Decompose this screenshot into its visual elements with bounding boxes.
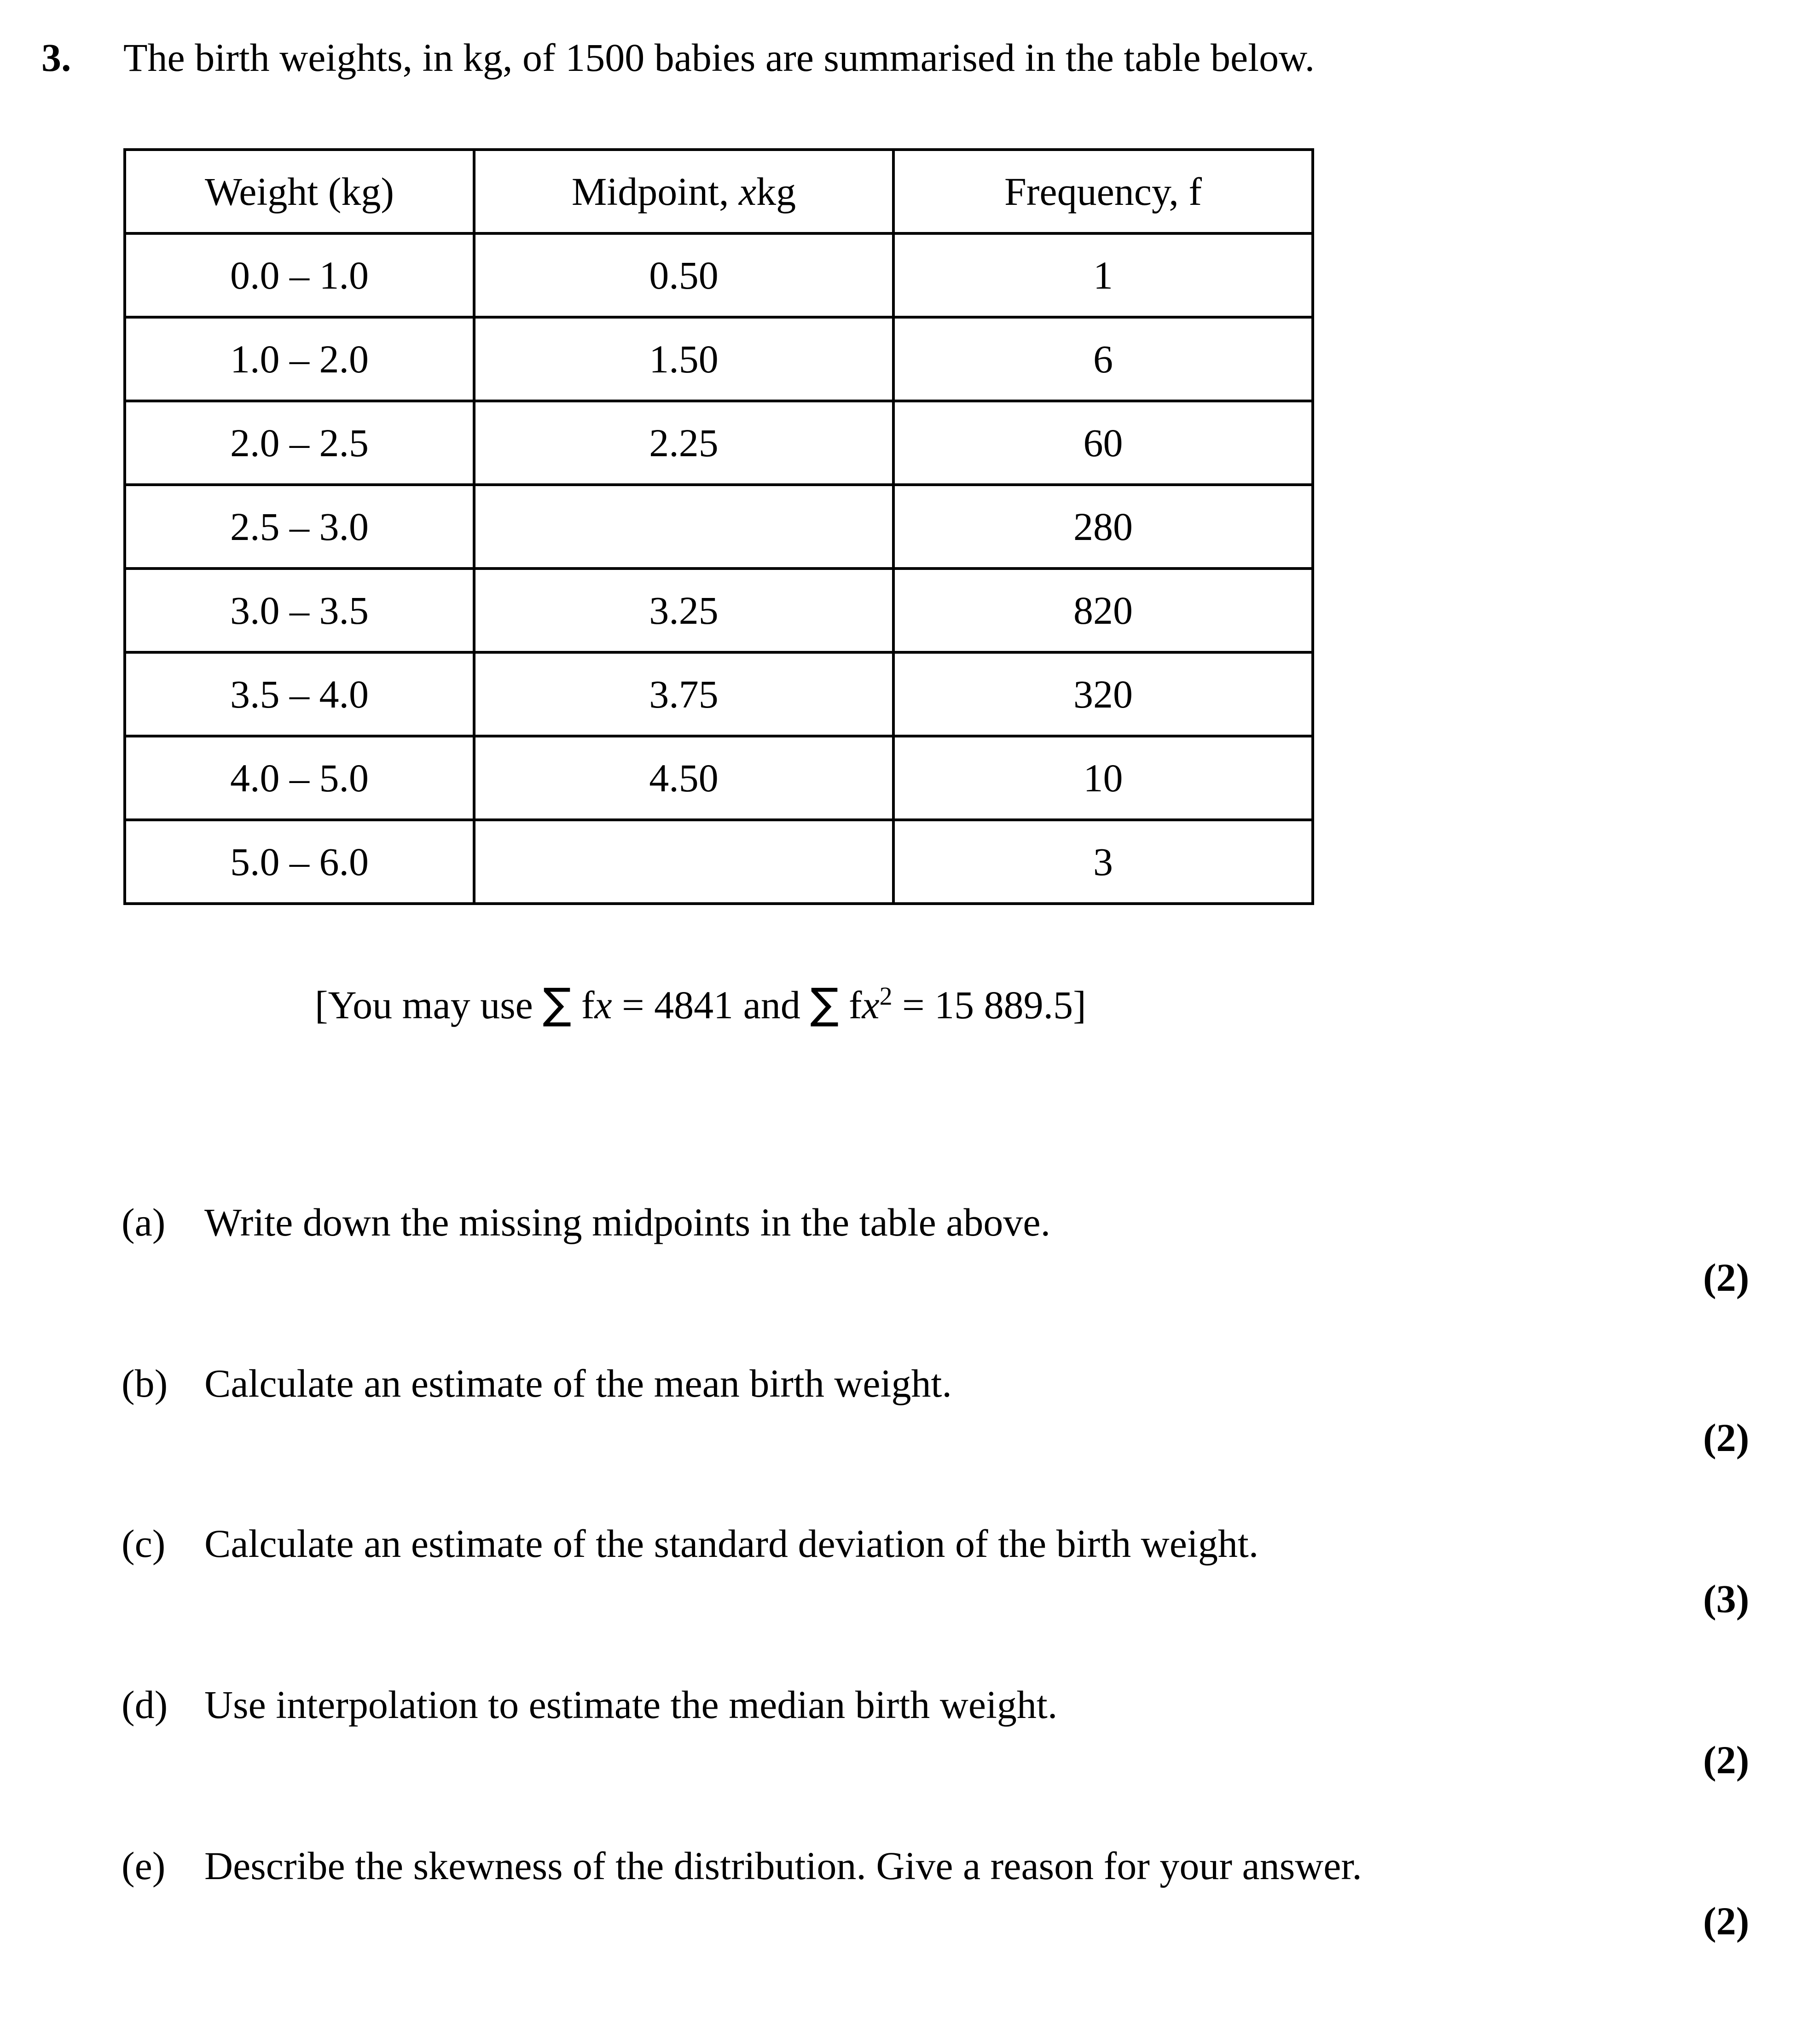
cell-frequency: 1 [893,233,1313,317]
cell-frequency: 10 [893,736,1313,820]
hint-fx2-f: f [839,983,862,1027]
header-midpoint-post: kg [756,169,796,214]
summation-hint [315,979,1086,1028]
part-d [122,1683,1058,1727]
hint-open: [You may use [315,983,543,1027]
hint-fx2-x: x [862,983,880,1027]
part-text: Calculate an estimate of the mean birth weight. [204,1361,952,1405]
part-d-marks: (2) [1703,1738,1750,1782]
cell-frequency: 6 [893,317,1313,401]
part-label: (b) [122,1361,168,1405]
cell-weight: 2.0 – 2.5 [125,401,474,485]
table-row [125,736,1313,820]
cell-weight: 0.0 – 1.0 [125,233,474,317]
part-e-marks: (2) [1703,1899,1750,1943]
cell-midpoint: 3.25 [474,569,893,652]
cell-midpoint: 1.50 [474,317,893,401]
part-a [122,1202,1050,1242]
frequency-table [123,148,1314,905]
table-row [125,401,1313,485]
cell-midpoint: 3.75 [474,652,893,736]
hint-fx-f: f [571,983,595,1027]
part-e [122,1846,1362,1886]
cell-weight: 3.5 – 4.0 [125,652,474,736]
cell-midpoint: 0.50 [474,233,893,317]
cell-midpoint-blank [474,820,893,904]
table-row [125,569,1313,652]
part-text: Calculate an estimate of the standard deviation of the birth weight. [204,1521,1259,1566]
cell-weight: 2.5 – 3.0 [125,485,474,569]
sigma-icon: ∑ [543,979,572,1028]
cell-midpoint: 4.50 [474,736,893,820]
hint-eq2: = 15 889.5] [892,983,1086,1027]
question-intro: The birth weights, in kg, of 1500 babies are summarised in the table below. [123,35,1315,80]
hint-fx2-sup: 2 [879,982,893,1011]
header-frequency: Frequency, f [893,150,1313,233]
cell-weight: 3.0 – 3.5 [125,569,474,652]
part-c [122,1521,1259,1566]
cell-weight: 4.0 – 5.0 [125,736,474,820]
table-row [125,317,1313,401]
part-text: Write down the missing midpoints in the table above. [204,1200,1051,1244]
cell-frequency: 3 [893,820,1313,904]
header-midpoint-pre: Midpoint, [571,169,739,214]
table-row [125,233,1313,317]
cell-frequency: 320 [893,652,1313,736]
cell-frequency: 280 [893,485,1313,569]
part-label: (a) [122,1200,166,1244]
part-text: Describe the skewness of the distribution. Give a reason for your answer. [204,1844,1362,1888]
part-c-marks: (3) [1703,1577,1750,1621]
table-row [125,485,1313,569]
cell-midpoint-blank [474,485,893,569]
cell-midpoint: 2.25 [474,401,893,485]
hint-fx-x: x [594,983,612,1027]
table-header-row [125,150,1313,233]
part-label: (d) [122,1683,168,1727]
part-text: Use interpolation to estimate the median birth weight. [204,1683,1058,1727]
sigma-icon: ∑ [810,979,839,1028]
table-row [125,652,1313,736]
table-row [125,820,1313,904]
part-a-marks: (2) [1703,1255,1750,1300]
cell-frequency: 820 [893,569,1313,652]
part-label: (c) [122,1521,166,1566]
header-midpoint-var: x [738,169,757,214]
cell-weight: 1.0 – 2.0 [125,317,474,401]
question-number: 3. [41,35,71,80]
cell-weight: 5.0 – 6.0 [125,820,474,904]
part-b [122,1361,952,1405]
part-b-marks: (2) [1703,1416,1750,1460]
header-midpoint [474,150,893,233]
part-label: (e) [122,1844,166,1888]
cell-frequency: 60 [893,401,1313,485]
hint-eq1: = 4841 and [612,983,811,1027]
header-weight: Weight (kg) [125,150,474,233]
